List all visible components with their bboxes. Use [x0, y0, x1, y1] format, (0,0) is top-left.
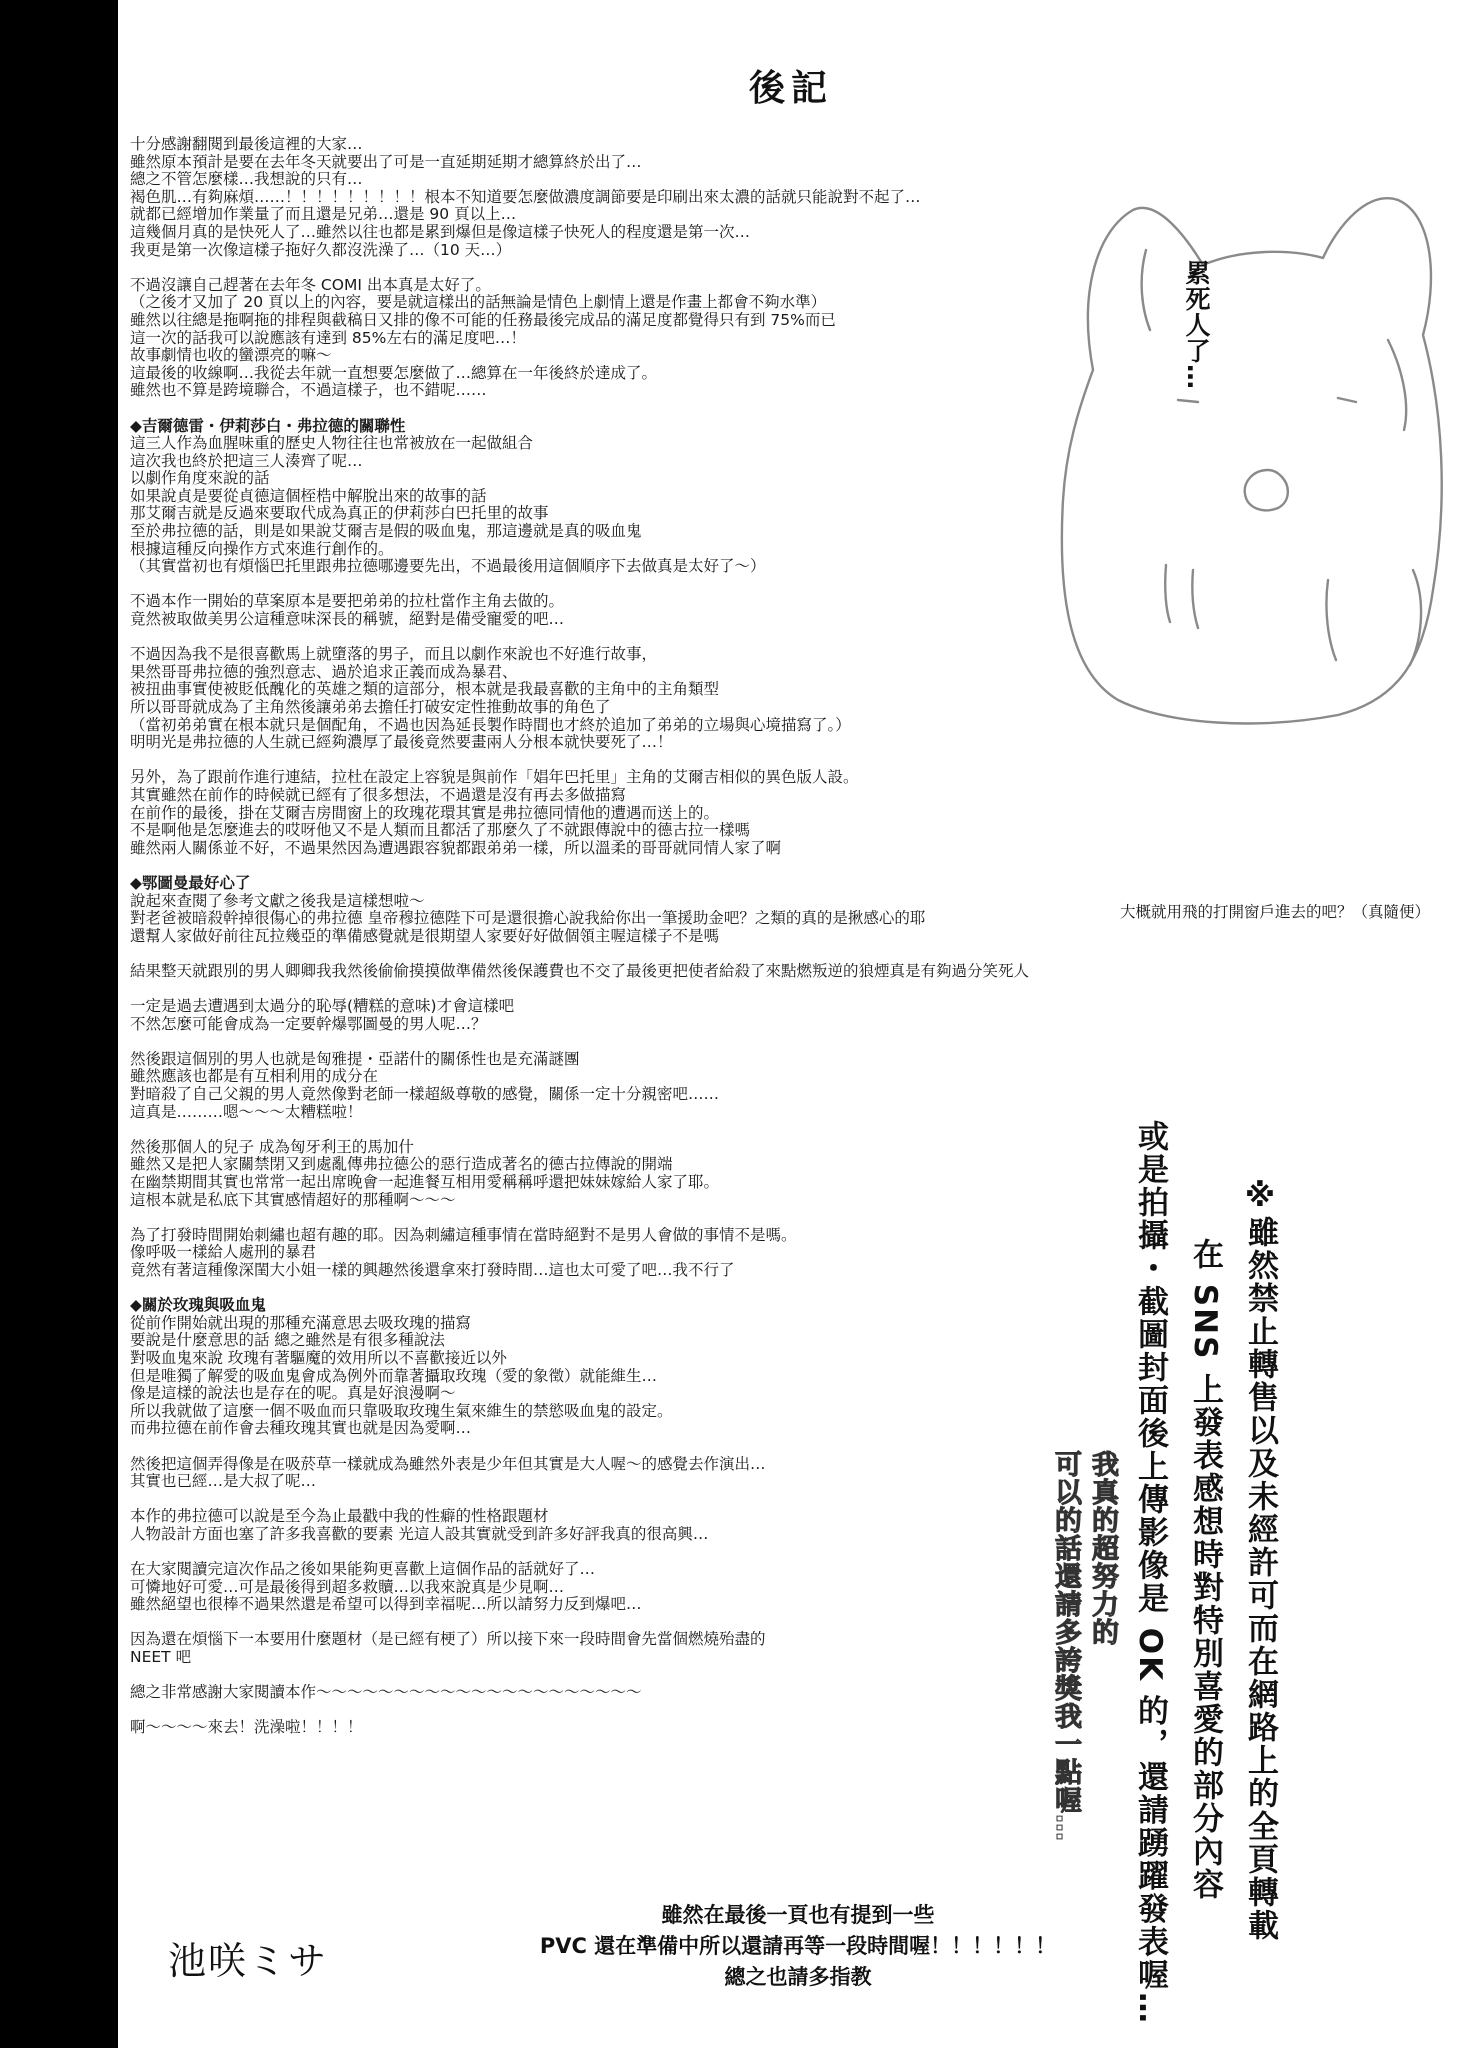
body-line: 這根本就是私底下其實感情超好的那種啊～～～: [130, 1190, 456, 1209]
paragraph-gap: [130, 1033, 1140, 1051]
body-line: 本作的弗拉德可以說是至今為止最戳中我的性癖的性格跟題材: [130, 1507, 549, 1526]
body-line: 總之不管怎麼樣…我想說的只有…: [130, 170, 363, 189]
paragraph-gap: [130, 752, 1140, 770]
section-heading: ◆鄂圖曼最好心了: [130, 873, 251, 892]
body-line: 雖然原本預計是要在去年冬天就要出了可是一直延期延期才總算終於出了…: [130, 152, 642, 171]
pvc-notice: [438, 1900, 1158, 1993]
body-line: 就都已經增加作業量了而且還是兄弟…還是 90 頁以上…: [130, 205, 517, 224]
body-line: 一定是過去遭遇到太過分的恥辱(糟糕的意味)才會這樣吧: [130, 997, 515, 1016]
body-line: 在幽禁期間其實也常常一起出席晚會一起進餐互相用愛稱稱呼還把妹妹嫁給人家了耶。: [130, 1173, 720, 1192]
body-line: 然後把這個弄得像是在吸菸草一樣就成為雖然外表是少年但其實是大人喔～的感覺去作演出…: [130, 1454, 766, 1473]
note-line-2: 在 SNS 上發表感想時對特別喜愛的部分內容: [1187, 1238, 1223, 1902]
body-line: 明明光是弗拉德的人生就已經夠濃厚了最後竟然要畫兩人分根本就快要死了…！: [130, 733, 673, 752]
body-line: 不過本作一開始的草案原本是要把弟弟的拉杜當作主角去做的。: [130, 592, 565, 611]
body-line: 說起來查閱了參考文獻之後我是這樣想啦～: [130, 891, 425, 910]
paragraph-gap: [130, 1121, 1140, 1139]
pvc-line-2: PVC 還在準備中所以還請再等一段時間喔！！！！！！: [539, 1934, 1057, 1958]
body-line: 故事劇情也收的蠻漂亮的嘛～: [130, 346, 332, 365]
body-line: 總之非常感謝大家閱讀本作～～～～～～～～～～～～～～～～～～～～～: [130, 1683, 642, 1702]
body-line: 像呼吸一樣給人處刑的暴君: [130, 1243, 317, 1262]
paragraph-gap: [130, 945, 1140, 963]
body-line: 對吸血鬼來說 玫瑰有著驅魔的效用所以不喜歡接近以外: [130, 1348, 507, 1367]
paragraph-gap: [130, 629, 1140, 647]
pvc-line-1: 雖然在最後一頁也有提到一些: [661, 1903, 935, 1927]
body-line: 至於弗拉德的話，則是如果說艾爾吉是假的吸血鬼，那這邊就是真的吸血鬼: [130, 522, 642, 541]
pvc-line-3: 總之也請多指教: [724, 1965, 872, 1989]
body-line: 在大家閱讀完這次作品之後如果能夠更喜歡上這個作品的話就好了…: [130, 1560, 596, 1579]
body-line: 那艾爾吉就是反過來要取代成為真正的伊莉莎白巴托里的故事: [130, 504, 549, 523]
body-line: 所以哥哥就成為了主角然後讓弟弟去擔任打破安定性推動故事的角色了: [130, 698, 611, 716]
paragraph-gap: [130, 1209, 1140, 1227]
body-line: 這三人作為血腥味重的歷史人物往往也常被放在一起做組合: [130, 434, 534, 453]
side-note: 大概就用飛的打開窗戶進去的吧？（真隨便）: [1119, 903, 1430, 921]
section-heading: ◆關於玫瑰與吸血鬼: [130, 1296, 266, 1315]
body-line: 但是唯獨了解愛的吸血鬼會成為例外而靠著攝取玫瑰（愛的象徵）就能維生…: [130, 1366, 658, 1385]
body-line: 根據這種反向操作方式來進行創作的。: [130, 539, 394, 558]
body-line: 從前作開始就出現的那種充滿意思去吸玫瑰的描寫: [130, 1313, 472, 1332]
body-line: 為了打發時間開始刺繡也超有趣的耶。因為刺繡這種事情在當時絕對不是男人會做的事情不是嗎。: [130, 1225, 797, 1244]
section-heading: ◆吉爾德雷・伊莉莎白・弗拉德的關聯性: [130, 416, 406, 435]
page-title: 後記: [748, 68, 833, 109]
body-line: 其實也已經…是大叔了呢…: [130, 1472, 317, 1491]
paragraph-gap: [130, 857, 1140, 875]
body-line: 要說是什麼意思的話 總之雖然是有很多種說法: [130, 1331, 445, 1350]
body-line: 竟然有著這種像深閨大小姐一樣的興趣然後還拿來打發時間…這也太可愛了吧…我不行了: [130, 1261, 735, 1279]
body-line: 褐色肌…有夠麻煩……！！！！！！！！！根本不知道要怎麼做濃度調節要是印刷出來太濃的話就只能說對不起了…: [130, 187, 921, 206]
body-line: 在前作的最後，掛在艾爾吉房間窗上的玫瑰花環其實是弗拉德同情他的遭遇而送上的。: [130, 803, 720, 822]
afterword-page: [118, 0, 1464, 2048]
body-line: （其實當初也有煩惱巴托里跟弗拉德哪邊要先出，不過最後用這個順序下去做真是太好了～）: [130, 557, 766, 576]
body-line: 其實雖然在前作的時候就已經有了很多想法，不過還是沒有再去多做描寫: [130, 785, 627, 804]
body-line: 被扭曲事實使被貶低醜化的英雄之類的這部分，根本就是我最喜歡的主角中的主角類型: [130, 680, 720, 699]
body-line: 竟然被取做美男公這種意味深長的稱號，絕對是備受寵愛的吧…: [130, 610, 565, 629]
body-line: 還幫人家做好前往瓦拉幾亞的準備感覺就是很期望人家要好好做個領主喔這樣子不是嗎: [130, 926, 720, 945]
paragraph-gap: [130, 400, 1140, 418]
paragraph-gap: [130, 1702, 1140, 1720]
body-line: 這真是………嗯～～～太糟糕啦！: [130, 1102, 363, 1121]
body-line: 雖然絕望也很棒不過果然還是希望可以得到幸福呢…所以請努力反到爆吧…: [130, 1595, 642, 1614]
body-line: 人物設計方面也塞了許多我喜歡的要素 光這人設其實就受到許多好評我真的很高興…: [130, 1524, 709, 1543]
body-line: 啊～～～～來去！洗澡啦！！！！: [130, 1718, 363, 1737]
note-line-3: 或是拍攝・截圖封面後上傳影像是 OK 的，還請踴躍發表喔…: [1132, 1120, 1168, 2025]
body-line: 十分感謝翻閱到最後這裡的大家…: [130, 135, 363, 153]
paragraph-gap: [130, 1491, 1140, 1509]
body-line: 雖然又是把人家關禁閉又到處亂傳弗拉德公的惡行造成著名的德古拉傳說的開端: [130, 1155, 673, 1174]
body-line: 不過因為我不是很喜歡馬上就墮落的男子，而且以劇作來說也不好進行故事，: [130, 645, 658, 664]
author-signature: 池咲ミサ: [168, 1939, 329, 1983]
body-line: 不是啊他是怎麼進去的哎呀他又不是人類而且都活了那麼久了不就跟傳說中的德古拉一樣嗎: [130, 821, 751, 840]
paragraph-gap: [130, 1280, 1140, 1298]
body-line: 對老爸被暗殺幹掉很傷心的弗拉德 皇帝穆拉德陛下可是還很擔心說我給你出一筆援助金吧？之類的真的是揪感心的耶: [130, 909, 926, 928]
body-line: 不過沒讓自己趕著在去年冬 COMI 出本真是太好了。: [130, 275, 491, 294]
body-line: 雖然應該也都是有互相利用的成分在: [130, 1067, 379, 1086]
body-line: 因為還在煩惱下一本要用什麼題材（是已經有梗了）所以接下來一段時間會先當個燃燒殆盡的: [130, 1630, 766, 1649]
body-line: 不然怎麼可能會成為一定要幹爆鄂圖曼的男人呢…？: [130, 1014, 487, 1033]
body-line: 所以我就做了這麼一個不吸血而只靠吸取玫瑰生氣來維生的禁慾吸血鬼的設定。: [130, 1401, 673, 1420]
afterword-body: [130, 136, 1140, 1737]
paragraph-gap: [130, 1438, 1140, 1456]
paragraph-gap: [130, 1667, 1140, 1685]
body-line: 另外，為了跟前作進行連結，拉杜在設定上容貌是與前作「娼年巴托里」主角的艾爾吉相似的異色版人設。: [130, 768, 859, 787]
paragraph-gap: [130, 981, 1140, 999]
tired-speech: 累死人了…: [1182, 260, 1211, 390]
paragraph-gap: [130, 1544, 1140, 1562]
body-line: （之後才又加了 20 頁以上的內容，要是就這樣出的話無論是情色上劇情上還是作畫上都會不夠水準）: [130, 293, 827, 312]
body-line: 以劇作角度來說的話: [130, 469, 270, 488]
body-line: 結果整天就跟別的男人卿卿我我然後偷偷摸摸做準備然後保護費也不交了最後更把使者給殺了來點燃叛逆的狼煙真是有夠過分笑死人: [130, 961, 1030, 980]
note-line-1: ※雖然禁止轉售以及未經許可而在網路上的全頁轉載: [1242, 1178, 1278, 1942]
body-line: 然後跟這個別的男人也就是匈雅提・亞諾什的關係性也是充滿謎團: [130, 1049, 580, 1068]
body-line: （當初弟弟實在根本就只是個配角，不過也因為延長製作時間也才終於追加了弟弟的立場與心境描寫了。）: [130, 715, 851, 734]
body-line: 雖然兩人關係並不好，不過果然因為遭遇跟容貌都跟弟弟一樣，所以溫柔的哥哥就同情人家了啊: [130, 838, 782, 857]
paragraph-gap: [130, 576, 1140, 594]
body-line: 果然哥哥弗拉德的強烈意志、過於追求正義而成為暴君、: [130, 662, 518, 681]
body-line: 像是這樣的說法也是存在的呢。真是好浪漫啊～: [130, 1384, 456, 1403]
body-line: 這一次的話我可以說應該有達到 85%左右的滿足度吧…！: [130, 328, 526, 347]
paragraph-gap: [130, 259, 1140, 277]
praise-line-2: 可以的話還請多誇獎我一點喔…: [1050, 1450, 1081, 1842]
paragraph-gap: [130, 1614, 1140, 1632]
body-line: 如果說貞是要從貞德這個桎梏中解脫出來的故事的話: [130, 486, 487, 505]
body-line: 而弗拉德在前作會去種玫瑰其實也就是因為愛啊…: [130, 1419, 472, 1438]
body-line: 對暗殺了自己父親的男人竟然像對老師一樣超級尊敬的感覺，關係一定十分親密吧……: [130, 1085, 720, 1104]
body-line: 這幾個月真的是快死人了…雖然以往也都是累到爆但是像這樣子快死人的程度還是第一次…: [130, 222, 751, 241]
body-line: 雖然也不算是跨境聯合，不過這樣子，也不錯呢……: [130, 381, 487, 400]
body-line: 然後那個人的兒子 成為匈牙利王的馬加什: [130, 1137, 414, 1156]
tired-mascot-sketch: [1038, 170, 1458, 730]
praise-line-1: 我真的超努力的: [1087, 1450, 1118, 1646]
body-line: 可憐地好可愛…可是最後得到超多救贖…以我來說真是少見啊…: [130, 1577, 565, 1596]
body-line: NEET 吧: [130, 1648, 192, 1667]
body-line: 這最後的收線啊…我從去年就一直想要怎麼做了…總算在一年後終於達成了。: [130, 363, 658, 382]
body-line: 我更是第一次像這樣子拖好久都沒洗澡了…（10 天…）: [130, 240, 512, 259]
body-line: 雖然以往總是拖啊拖的排程與截稿日又排的像不可能的任務最後完成品的滿足度都覺得只有到 75%而已: [130, 310, 836, 329]
body-line: 這次我也終於把這三人湊齊了呢…: [130, 451, 363, 470]
